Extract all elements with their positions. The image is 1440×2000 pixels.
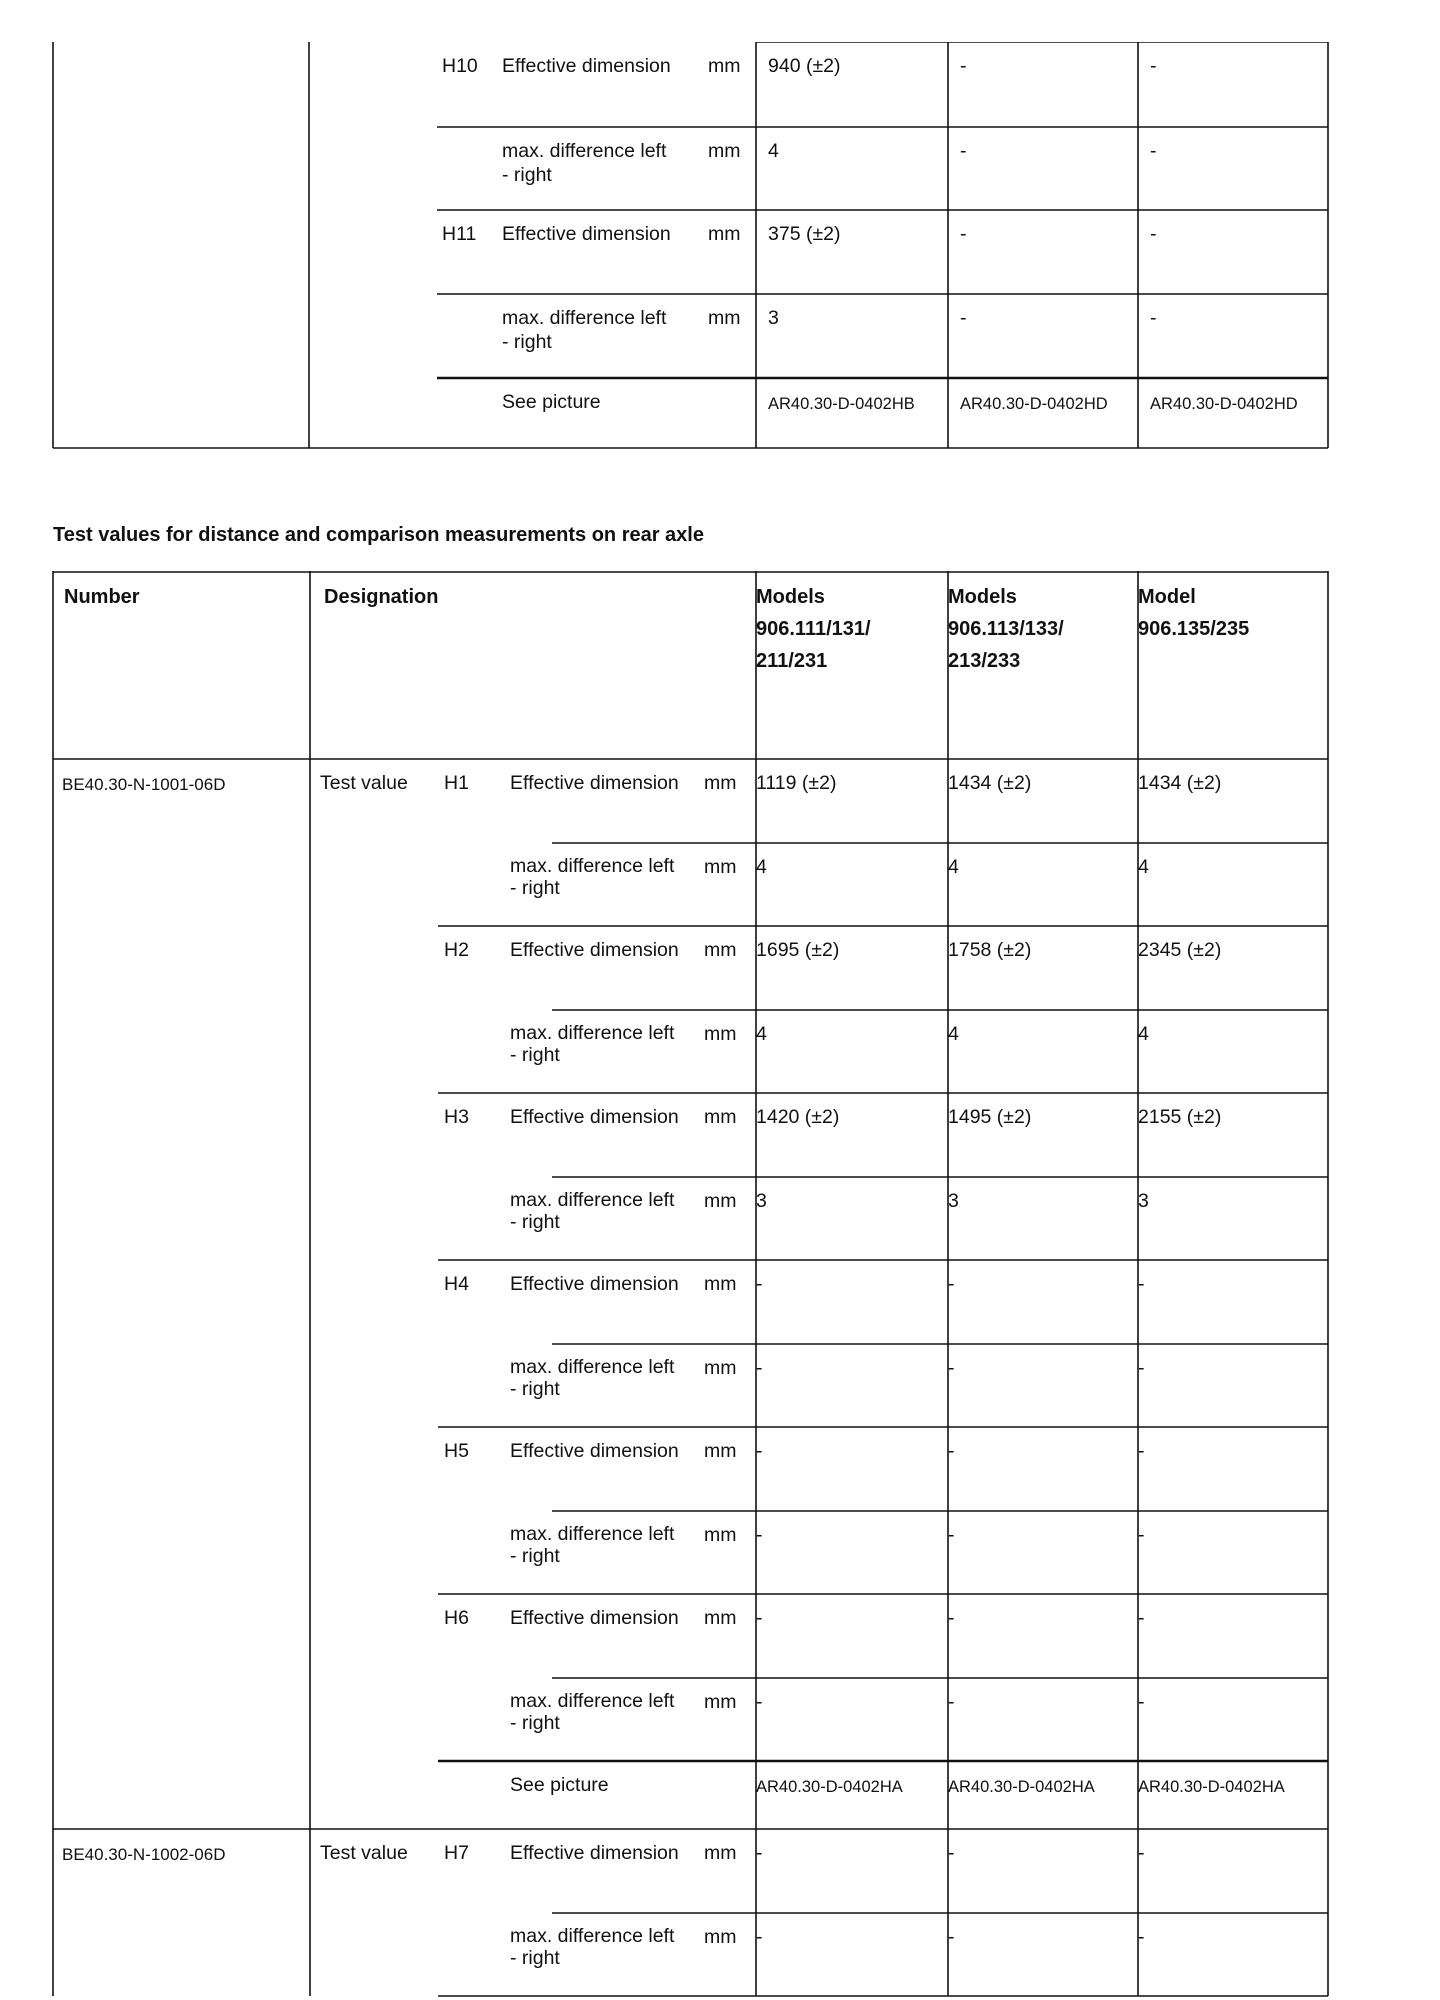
- measurement-unit: mm: [704, 1190, 737, 1212]
- measurement-unit: mm: [704, 1524, 737, 1546]
- measurement-value: 1434 (±2): [1138, 772, 1222, 794]
- measurement-label: [502, 1010, 704, 1093]
- header-models-2-line1: Models: [948, 586, 1017, 608]
- header-models-3-line1: Model: [1138, 586, 1196, 608]
- measurement-row: [52, 294, 1328, 378]
- measurement-value: 1420 (±2): [756, 1106, 840, 1128]
- measurement-value: 4: [948, 1023, 959, 1045]
- measurement-value: -: [1138, 1926, 1145, 1948]
- section-title: Test values for distance and comparison measurements on rear axle: [53, 524, 704, 546]
- header-models-2-line3: 213/233: [948, 650, 1021, 672]
- measurement-value: 1758 (±2): [948, 939, 1032, 961]
- measurement-label-line1: max. difference left: [502, 307, 667, 329]
- measurement-value: -: [948, 1691, 955, 1713]
- measurement-unit: mm: [704, 1842, 737, 1864]
- measurement-label: [502, 843, 704, 926]
- measurement-value: -: [756, 1524, 763, 1546]
- measurement-unit: mm: [704, 1023, 737, 1045]
- measurement-label-line1: max. difference left: [510, 1189, 675, 1211]
- measurement-label-line2: - right: [510, 1211, 560, 1233]
- measurement-code: [438, 1177, 502, 1260]
- measurement-label-line1: max. difference left: [510, 855, 675, 877]
- measurement-label-line2: - right: [502, 164, 552, 186]
- measurement-value: -: [948, 1273, 955, 1295]
- measurement-label-line2: - right: [510, 1545, 560, 1567]
- measurement-unit: mm: [704, 1440, 737, 1462]
- measurement-label-line1: max. difference left: [510, 1356, 675, 1378]
- measurement-row: [52, 210, 1328, 294]
- measurement-label: [502, 1678, 704, 1761]
- measurement-value: 940 (±2): [768, 55, 841, 77]
- measurement-value: -: [1150, 55, 1157, 77]
- measurement-label: Effective dimension: [510, 939, 679, 961]
- header-number: Number: [64, 586, 140, 608]
- measurement-value: -: [960, 140, 967, 162]
- measurement-label-line2: - right: [502, 331, 552, 353]
- header-models-2: [936, 571, 1126, 759]
- header-models-1: [744, 571, 936, 759]
- measurement-label: Effective dimension: [510, 1440, 679, 1462]
- table-row: [52, 759, 1316, 843]
- test-values-table: [52, 571, 1316, 1996]
- measurement-code: [438, 843, 502, 926]
- measurement-value: -: [1138, 1273, 1145, 1295]
- measurement-unit: mm: [708, 140, 741, 162]
- measurement-label: Effective dimension: [502, 223, 671, 245]
- measurement-label: See picture: [510, 1774, 609, 1796]
- measurement-unit: mm: [708, 307, 741, 329]
- measurement-unit: mm: [704, 1357, 737, 1379]
- measurement-unit: mm: [704, 1691, 737, 1713]
- measurement-label: Effective dimension: [502, 55, 671, 77]
- measurement-label: Effective dimension: [510, 1273, 679, 1295]
- measurement-label-line2: - right: [510, 1947, 560, 1969]
- measurement-value: AR40.30-D-0402HB: [768, 395, 915, 413]
- measurement-value: 3: [768, 307, 779, 329]
- measurement-unit: mm: [704, 856, 737, 878]
- measurement-value: AR40.30-D-0402HD: [960, 395, 1108, 413]
- measurement-label: [502, 1344, 704, 1427]
- header-models-3-line2: 906.135/235: [1138, 618, 1250, 640]
- measurement-label: See picture: [502, 391, 601, 413]
- measurement-code: H5: [444, 1440, 469, 1462]
- measurement-unit: mm: [704, 1106, 737, 1128]
- measurement-label-line1: max. difference left: [510, 1523, 675, 1545]
- measurement-label: [502, 1913, 704, 1996]
- measurement-code: [438, 1010, 502, 1093]
- measurement-value: 1495 (±2): [948, 1106, 1032, 1128]
- measurement-unit: mm: [704, 939, 737, 961]
- measurement-unit: mm: [704, 1273, 737, 1295]
- measurement-value: -: [756, 1607, 763, 1629]
- measurement-code: [438, 1344, 502, 1427]
- measurement-label: Effective dimension: [510, 1607, 679, 1629]
- measurement-value: -: [756, 1357, 763, 1379]
- table-header-row: [52, 571, 1316, 759]
- measurement-label: Effective dimension: [510, 1842, 679, 1864]
- measurement-code: H6: [444, 1607, 469, 1629]
- measurement-value: -: [756, 1273, 763, 1295]
- measurement-unit: mm: [704, 1607, 737, 1629]
- table-row: [52, 1829, 1316, 1913]
- measurement-value: 4: [756, 856, 767, 878]
- measurement-label-line1: max. difference left: [510, 1690, 675, 1712]
- measurement-value: 3: [1138, 1190, 1149, 1212]
- measurement-label-line1: max. difference left: [510, 1022, 675, 1044]
- measurement-unit: mm: [708, 223, 741, 245]
- measurement-code: [438, 1913, 502, 1996]
- measurement-label: [502, 1177, 704, 1260]
- measurement-value: AR40.30-D-0402HA: [1138, 1778, 1285, 1796]
- measurement-value: -: [960, 55, 967, 77]
- measurement-value: -: [756, 1440, 763, 1462]
- measurement-value: -: [1150, 223, 1157, 245]
- measurement-unit: mm: [704, 1926, 737, 1948]
- measurement-value: AR40.30-D-0402HA: [948, 1778, 1095, 1796]
- measurement-value: -: [756, 1926, 763, 1948]
- measurement-code: H11: [442, 223, 477, 245]
- measurement-value: AR40.30-D-0402HD: [1150, 395, 1298, 413]
- measurement-value: -: [1150, 307, 1157, 329]
- measurement-value: -: [1138, 1440, 1145, 1462]
- header-designation: Designation: [324, 586, 439, 608]
- measurement-label-line2: - right: [510, 877, 560, 899]
- measurement-value: 4: [1138, 856, 1149, 878]
- group-designation: Test value: [320, 1842, 408, 1864]
- measurement-value: -: [756, 1842, 763, 1864]
- measurement-value: 2155 (±2): [1138, 1106, 1222, 1128]
- measurement-label: Effective dimension: [510, 772, 679, 794]
- measurement-label: [502, 1511, 704, 1594]
- measurement-value: -: [1138, 1524, 1145, 1546]
- measurement-value: -: [948, 1607, 955, 1629]
- measurement-value: -: [948, 1524, 955, 1546]
- group-number: BE40.30-N-1001-06D: [62, 775, 226, 794]
- group-designation: Test value: [320, 772, 408, 794]
- measurement-value: 4: [756, 1023, 767, 1045]
- measurement-value: AR40.30-D-0402HA: [756, 1778, 903, 1796]
- measurement-value: -: [960, 307, 967, 329]
- measurement-label-line2: - right: [510, 1378, 560, 1400]
- header-models-2-line2: 906.113/133/: [948, 618, 1064, 640]
- header-models-1-line2: 906.111/131/: [756, 618, 871, 640]
- measurement-code: H10: [442, 55, 478, 77]
- measurement-value: -: [1138, 1691, 1145, 1713]
- measurement-code: H3: [444, 1106, 469, 1128]
- measurement-code: [438, 1511, 502, 1594]
- see-picture-row: [52, 378, 1328, 448]
- measurement-value: -: [1138, 1842, 1145, 1864]
- measurement-value: -: [1138, 1357, 1145, 1379]
- measurement-row: [52, 42, 1328, 127]
- measurement-row: [52, 127, 1328, 210]
- measurement-value: 375 (±2): [768, 223, 841, 245]
- measurement-value: -: [948, 1440, 955, 1462]
- measurement-value: -: [1150, 140, 1157, 162]
- header-models-1-line3: 211/231: [756, 650, 828, 672]
- measurement-label-line1: max. difference left: [510, 1925, 675, 1947]
- measurement-value: -: [960, 223, 967, 245]
- measurement-code: H7: [444, 1842, 469, 1864]
- measurement-value: 4: [948, 856, 959, 878]
- measurement-value: 3: [948, 1190, 959, 1212]
- measurement-label-line2: - right: [510, 1044, 560, 1066]
- measurement-value: -: [948, 1926, 955, 1948]
- measurement-value: -: [948, 1842, 955, 1864]
- measurement-value: -: [1138, 1607, 1145, 1629]
- header-models-3: [1126, 571, 1316, 759]
- measurement-label-line2: - right: [510, 1712, 560, 1734]
- measurement-value: 3: [756, 1190, 767, 1212]
- measurement-value: 4: [768, 140, 779, 162]
- measurement-value: 1434 (±2): [948, 772, 1032, 794]
- measurement-label: Effective dimension: [510, 1106, 679, 1128]
- measurement-unit: [704, 1761, 744, 1829]
- group-number: BE40.30-N-1002-06D: [62, 1845, 226, 1864]
- measurement-value: -: [756, 1691, 763, 1713]
- measurement-value: 4: [1138, 1023, 1149, 1045]
- measurement-code: H1: [444, 772, 469, 794]
- measurement-value: 1119 (±2): [756, 772, 837, 794]
- measurement-unit: mm: [704, 772, 737, 794]
- header-models-1-line1: Models: [756, 586, 825, 608]
- measurement-code: H2: [444, 939, 469, 961]
- measurement-label-line1: max. difference left: [502, 140, 667, 162]
- measurement-value: 1695 (±2): [756, 939, 840, 961]
- measurement-code: [438, 1678, 502, 1761]
- measurement-value: 2345 (±2): [1138, 939, 1222, 961]
- measurement-code: H4: [444, 1273, 469, 1295]
- measurement-code: [438, 1761, 502, 1829]
- measurement-unit: mm: [708, 55, 741, 77]
- measurement-value: -: [948, 1357, 955, 1379]
